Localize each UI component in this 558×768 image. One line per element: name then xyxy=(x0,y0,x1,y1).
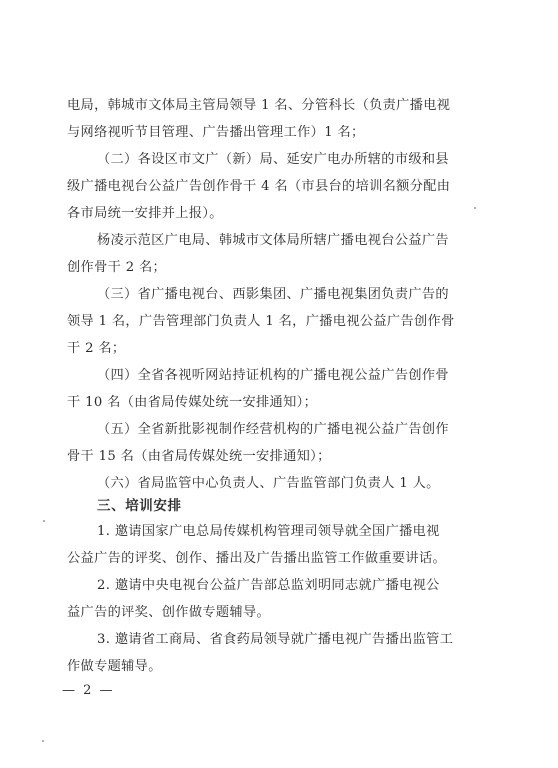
text-line: 干 2 名； xyxy=(67,341,126,356)
text-line: 杨凌示范区广电局、韩城市文体局所辖广播电视台公益广告 xyxy=(97,233,449,248)
text-line: 公益广告的评奖、创作、播出及广告播出监管工作做重要讲话。 xyxy=(67,551,447,566)
section-heading: 三、培训安排 xyxy=(97,498,182,514)
paragraph-continuation xyxy=(67,92,497,146)
scan-speck xyxy=(42,740,44,742)
text-line: （六）省局监管中心负责人、广告监管部门负责人 1 人。 xyxy=(97,476,440,491)
paragraph-item-2 xyxy=(67,146,497,227)
paragraph-item-4 xyxy=(67,362,497,416)
text-line: 作做专题辅导。 xyxy=(67,659,162,674)
list-item-2 xyxy=(67,572,497,626)
paragraph-item-6 xyxy=(67,470,497,497)
text-line: （四）全省各视听网站持证机构的广播电视公益广告创作骨 xyxy=(97,368,449,383)
text-line: 级广播电视台公益广告创作骨干 4 名（市县台的培训名额分配由 xyxy=(67,179,451,194)
text-line: 干 10 名（由省局传媒处统一安排通知）； xyxy=(67,395,318,410)
scan-speck xyxy=(474,207,476,209)
text-line: 益广告的评奖、创作做专题辅导。 xyxy=(67,605,271,620)
text-line: （三）省广播电视台、西影集团、广播电视集团负责广告的 xyxy=(97,287,449,302)
text-line: 创作骨干 2 名； xyxy=(67,260,167,275)
paragraph-item-5 xyxy=(67,416,497,470)
scan-speck xyxy=(43,520,45,522)
list-item-1 xyxy=(67,518,497,572)
paragraph-yangling xyxy=(67,227,497,281)
list-item-3 xyxy=(67,626,497,680)
text-line: （二）各设区市文广（新）局、延安广电办所辖的市级和县 xyxy=(97,152,449,167)
text-line: 3. 邀请省工商局、省食药局领导就广播电视广告播出监管工 xyxy=(97,632,454,647)
text-line: （五）全省新批影视制作经营机构的广播电视公益广告创作 xyxy=(97,422,449,437)
text-line: 电局，韩城市文体局主管局领导 1 名、分管科长（负责广播电视 xyxy=(67,98,451,113)
text-line: 与网络视听节目管理、广告播出管理工作）1 名； xyxy=(67,125,365,140)
text-line: 骨干 15 名（由省局传媒处统一安排通知）； xyxy=(67,449,331,464)
page-number: — 2 — xyxy=(62,683,115,698)
text-line: 2. 邀请中央电视台公益广告部总监刘明同志就广播电视公 xyxy=(97,578,440,593)
text-line: 各市局统一安排并上报）。 xyxy=(67,206,223,221)
text-line: 1. 邀请国家广电总局传媒机构管理司领导就全国广播电视 xyxy=(97,524,440,539)
text-line: 领导 1 名，广告管理部门负责人 1 名，广播电视公益广告创作骨 xyxy=(67,314,455,329)
paragraph-item-3 xyxy=(67,281,497,362)
